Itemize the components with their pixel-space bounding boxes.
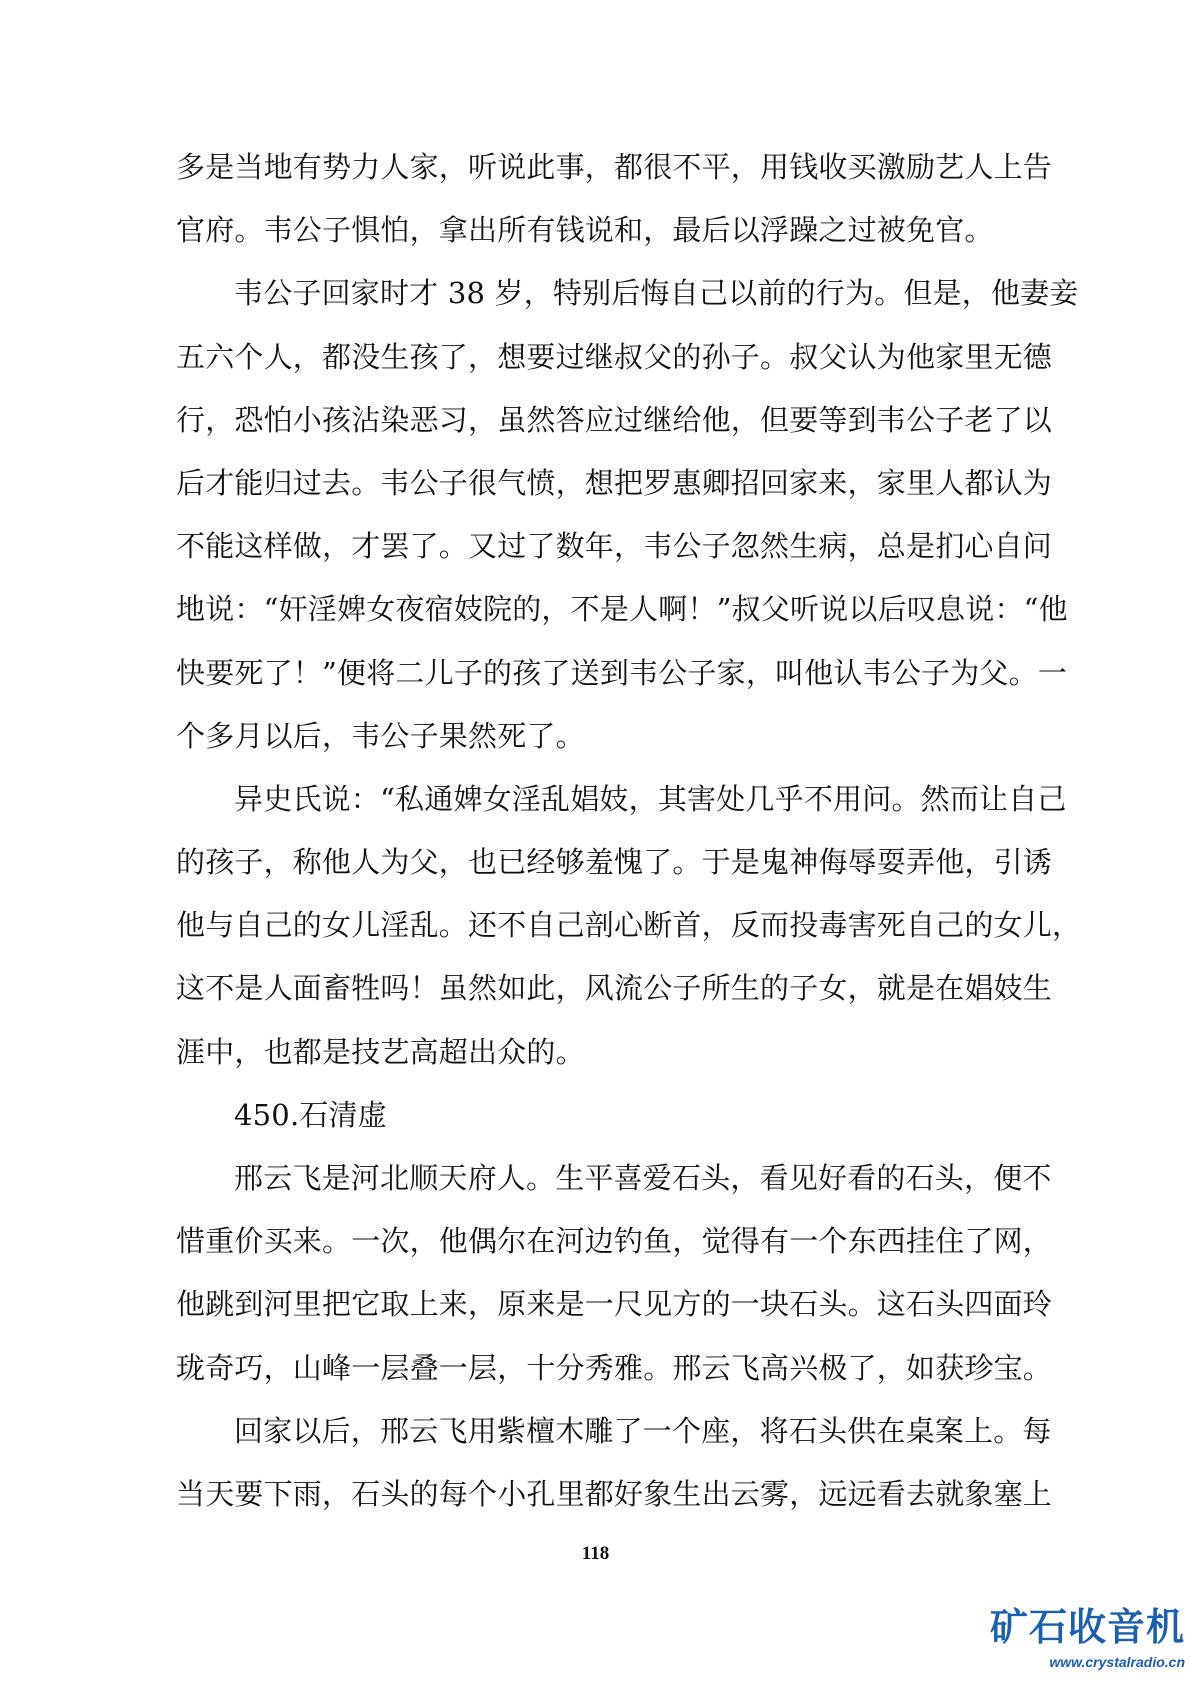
watermark-url: www.crystalradio.cn [1049, 1654, 1185, 1670]
text-line: 韦公子回家时才 38 岁，特别后悔自己以前的行为。但是，他妻妾 [234, 276, 1079, 311]
text-line: 当天要下雨，石头的每个小孔里都好象生出云雾，远远看去就象塞上 [176, 1476, 1053, 1511]
text-line: 地说：“奸淫婢女夜宿妓院的，不是人啊！”叔父听说以后叹息说：“他 [176, 592, 1068, 627]
text-line: 的孩子，称他人为父，也已经够羞愧了。于是鬼神侮辱耍弄他，引诱 [176, 845, 1053, 880]
text-line: 邢云飞是河北顺天府人。生平喜爱石头，看见好看的石头，便不 [234, 1161, 1052, 1195]
text-line: 回家以后，邢云飞用紫檀木雕了一个座，将石头供在桌案上。每 [234, 1413, 1052, 1448]
text-line: 个多月以后，韦公子果然死了。 [176, 718, 585, 753]
page-number: 118 [581, 1543, 610, 1564]
text-line: 涯中，也都是技艺高超出众的。 [176, 1034, 585, 1069]
text-line: 惜重价买来。一次，他偶尔在河边钓鱼，觉得有一个东西挂住了网， [176, 1224, 1053, 1259]
text-line: 珑奇巧，山峰一层叠一层，十分秀雅。邢云飞高兴极了，如获珍宝。 [176, 1350, 1053, 1385]
text-line: 后才能归过去。韦公子很气愤，想把罗惠卿招回家来，家里人都认为 [176, 465, 1053, 500]
text-line: 他与自己的女儿淫乱。还不自己剖心断首，反而投毒害死自己的女儿， [176, 908, 1082, 943]
text-line: 行，恐怕小孩沾染恶习，虽然答应过继给他，但要等到韦公子老了以 [176, 402, 1053, 437]
text-line: 不能这样做，才罢了。又过了数年，韦公子忽然生病，总是扪心自问 [176, 529, 1053, 564]
text-line: 他跳到河里把它取上来，原来是一尺见方的一块石头。这石头四面玲 [176, 1287, 1053, 1322]
watermark-logo [989, 1596, 1191, 1684]
section-heading: 450.石清虚 [234, 1097, 387, 1132]
watermark-title: 矿石收音机 [989, 1605, 1185, 1649]
text-line: 多是当地有势力人家，听说此事，都很不平，用钱收买激励艺人上告 [176, 150, 1053, 184]
text-line: 五六个人，都没生孩了，想要过继叔父的孙子。叔父认为他家里无德 [176, 339, 1053, 374]
text-line: 官府。韦公子惧怕，拿出所有钱说和，最后以浮躁之过被免官。 [176, 213, 994, 248]
text-line: 异史氏说：“私通婢女淫乱娼妓，其害处几乎不用问。然而让自己 [234, 781, 1067, 816]
body-text [176, 150, 1082, 1542]
text-line: 快要死了！”便将二儿子的孩了送到韦公子家，叫他认韦公子为父。一 [176, 655, 1068, 690]
text-line: 这不是人面畜牲吗！虽然如此，风流公子所生的子女，就是在娼妓生 [176, 971, 1053, 1006]
